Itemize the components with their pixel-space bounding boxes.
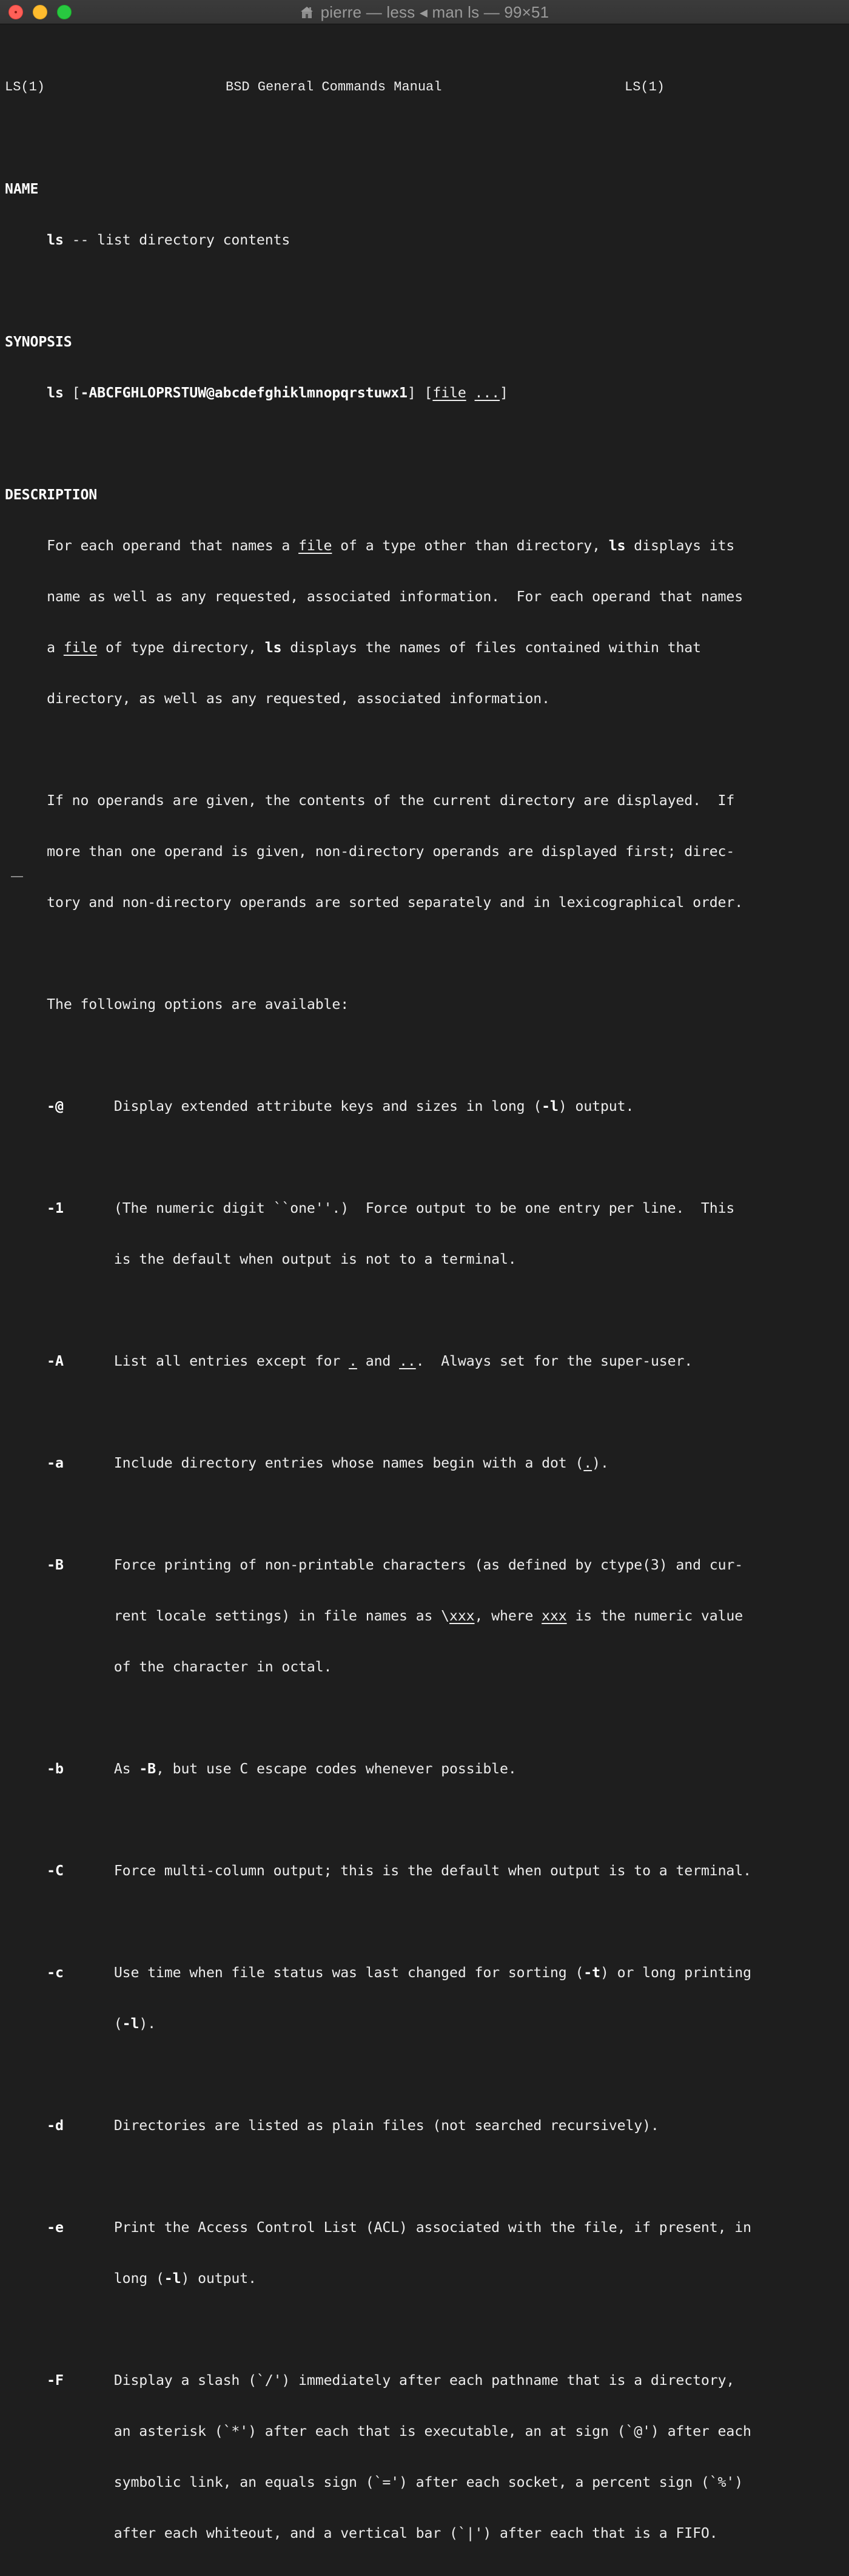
- section-heading-name: NAME: [5, 181, 39, 197]
- option-e-continued: long (-l) output.: [113, 2270, 257, 2287]
- option-C: -C Force multi-column output; this is the default when output is to a terminal.: [47, 1863, 751, 1879]
- description-line: name as well as any requested, associated information. For each operand that names: [47, 588, 743, 605]
- window-title: pierre — less ◂ man ls — 99×51: [320, 2, 549, 21]
- option-at: -@ Display extended attribute keys and sizes in long (-l) output.: [47, 1098, 634, 1114]
- description-line: For each operand that names a file of a type other than directory, ls displays its: [47, 538, 735, 554]
- option-flag: -C: [47, 1863, 64, 1879]
- home-folder-icon: [300, 5, 314, 19]
- option-B-continued: of the character in octal.: [113, 1659, 332, 1675]
- title-bar[interactable]: [0, 0, 849, 24]
- window-title-area: [0, 0, 849, 24]
- option-flag: -b: [47, 1761, 64, 1777]
- option-a: -a Include directory entries whose names begin with a dot (.).: [47, 1455, 609, 1471]
- description-line: directory, as well as any requested, associated information.: [47, 690, 550, 707]
- man-header-line: [5, 79, 849, 96]
- option-flag: -1: [47, 1200, 64, 1216]
- option-F-continued: symbolic link, an equals sign (`=') after each socket, a percent sign (`%'): [113, 2474, 743, 2490]
- description-line: If no operands are given, the contents of the current directory are displayed. If: [47, 792, 735, 809]
- option-B: -B Force printing of non-printable characters (as defined by ctype(3) and cur-: [47, 1557, 743, 1573]
- option-F-continued: an asterisk (`*') after each that is executable, an at sign (`@') after each: [113, 2423, 751, 2439]
- option-F: -F Display a slash (`/') immediately after each pathname that is a directory,: [47, 2372, 735, 2389]
- man-header-right: LS(1): [625, 79, 665, 95]
- option-1-continued: is the default when output is not to a terminal.: [113, 1251, 517, 1267]
- option-c: -c Use time when file status was last changed for sorting (-t) or long printing: [47, 1964, 751, 1981]
- option-F-continued: after each whiteout, and a vertical bar (`|') after each that is a FIFO.: [113, 2525, 718, 2541]
- description-line: The following options are available:: [47, 996, 349, 1013]
- man-header-left: LS(1): [5, 79, 45, 95]
- option-flag: -c: [47, 1964, 64, 1981]
- option-flag: -d: [47, 2117, 64, 2134]
- option-1: -1 (The numeric digit ``one''.) Force output to be one entry per line. This: [47, 1200, 735, 1216]
- name-line: ls -- list directory contents: [47, 232, 290, 248]
- description-line: more than one operand is given, non-directory operands are displayed first; direc-: [47, 843, 735, 860]
- less-prompt-cursor: [11, 876, 23, 877]
- option-B-continued: rent locale settings) in file names as \xxx, where xxx is the numeric value: [113, 1608, 743, 1624]
- description-line: tory and non-directory operands are sorted separately and in lexicographical order.: [47, 894, 743, 911]
- synopsis-line: ls [-ABCFGHLOPRSTUW@abcdefghiklmnopqrstuwx1] [file ...]: [47, 385, 508, 401]
- section-heading-description: DESCRIPTION: [5, 487, 98, 503]
- option-flag: -@: [47, 1098, 64, 1114]
- man-header-center: BSD General Commands Manual: [226, 79, 442, 95]
- option-flag: -a: [47, 1455, 64, 1471]
- option-c-continued: (-l).: [113, 2015, 156, 2032]
- option-flag: -e: [47, 2219, 64, 2236]
- option-d: -d Directories are listed as plain files (not searched recursively).: [47, 2117, 659, 2134]
- option-b: -b As -B, but use C escape codes whenever possible.: [47, 1761, 517, 1777]
- option-flag: -B: [47, 1557, 64, 1573]
- option-e: -e Print the Access Control List (ACL) associated with the file, if present, in: [47, 2219, 751, 2236]
- description-line: a file of type directory, ls displays the names of files contained within that: [47, 639, 701, 656]
- option-flag: -A: [47, 1353, 64, 1369]
- section-heading-synopsis: SYNOPSIS: [5, 334, 72, 350]
- option-flag: -F: [47, 2372, 64, 2389]
- option-A: -A List all entries except for . and ... Always set for the super-user.: [47, 1353, 693, 1369]
- terminal-content[interactable]: [5, 45, 849, 2576]
